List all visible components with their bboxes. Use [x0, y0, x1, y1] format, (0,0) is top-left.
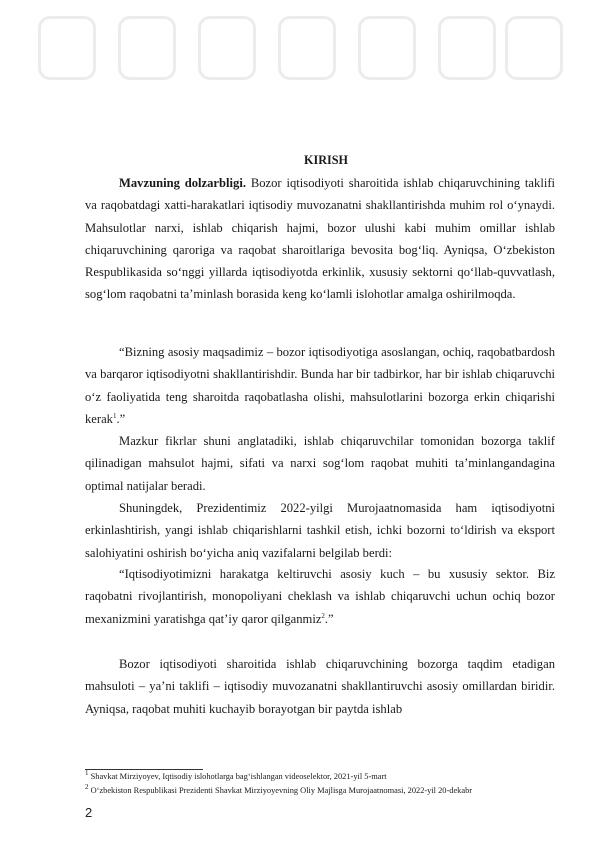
footnote-number: 2: [85, 783, 89, 792]
section-title: KIRISH: [303, 153, 349, 167]
quote-end: .”: [324, 611, 334, 626]
paragraph-text: Mazkur fikrlar shuni anglatadiki, ishlab chiqaruvchilar tomonidan bozorga taklif qilinadigan mahsulot hajmi, sifati va narxi sog‘lom raqobat muhiti ta’minlangandagina optimal natijalar beradi.: [85, 434, 555, 493]
footnote-1: [85, 769, 555, 781]
watermark-mark: [438, 16, 496, 80]
paragraph-3: [85, 430, 555, 497]
paragraph-text: “Bizning asosiy maqsadimiz – bozor iqtisodiyotiga asoslangan, ochiq, raqobatbardosh va barqaror iqtisodiyotni shakllantirishdir. Bunda har bir tadbirkor, har bir ishlab chiqaruvchi o‘z faoliyatida teng sharoitda raqobatlasha olishi, mahsulotlarini bozorga erkin chiqarishi kerak: [85, 345, 555, 426]
paragraph-6: [85, 653, 555, 720]
paragraph-text: Shuningdek, Prezidentimiz 2022-yilgi Murojaatnomasida ham iqtisodiyotni erkinlashtirish, yangi ishlab chiqarishlarni tashkil etish, ichki bozorni to‘ldirish va eksport salohiyatini oshirish bo‘yicha aniq vazifalarni belgilab berdi:: [85, 501, 555, 560]
quote-end: .”: [116, 411, 126, 426]
watermark-mark: [198, 16, 256, 80]
watermark-mark: [358, 16, 416, 80]
paragraph-lead: Mavzuning dolzarbligi.: [119, 176, 246, 190]
watermark-mark: [505, 16, 563, 80]
footnote-divider: [85, 769, 203, 770]
paragraph-quote-1: [85, 341, 555, 430]
footnote-ref: 2: [321, 611, 325, 620]
watermark-mark: [278, 16, 336, 80]
footnote-text: O‘zbekiston Respublikasi Prezidenti Shavkat Mirziyoyevning Oliy Majlisga Murojaatnomasi, 2022-yil 20-dekabr: [88, 786, 473, 795]
watermark: [0, 0, 595, 130]
footnote-text: Shavkat Mirziyoyev, Iqtisodiy islohotlarga bag‘ishlangan videoselektor, 2021-yil 5-mart: [88, 772, 387, 781]
paragraph-4: [85, 497, 555, 564]
footnote-ref: 1: [112, 411, 117, 420]
watermark-mark: [118, 16, 176, 80]
watermark-mark: [38, 16, 96, 80]
paragraph-text: Bozor iqtisodiyoti sharoitida ishlab chiqaruvchining bozorga taqdim etadigan mahsuloti – ya’ni taklifi – iqtisodiy muvozanatni shakllantiruvchi asosiy omillardan biridir. Ayniqsa, raqobat muhiti kuchayib borayotgan bir paytda ishlab: [85, 657, 555, 716]
paragraph-relevance: [85, 172, 555, 306]
footnote-number: 1: [85, 769, 89, 778]
footnote-2: [85, 783, 555, 795]
paragraph-text: “Iqtisodiyotimizni harakatga keltiruvchi asosiy kuch – bu xususiy sektor. Biz raqobatni rivojlantirish, monopoliyani cheklash va ishlab chiqaruvchi uchun ochiq bozor mexanizmini yaratishga qat’iy qaror qilganmiz: [85, 567, 555, 626]
page-number: 2: [85, 805, 93, 820]
paragraph-text: Bozor iqtisodiyoti sharoitida ishlab chiqaruvchining taklifi va raqobatdagi xatti-harakatlari iqtisodiy muvozanatni shakllantirishda muhim rol o‘ynaydi. Mahsulotlar narxi, ishlab chiqarish hajmi, bozor ulushi kabi muhim omillar ishlab chiqaruvchining qaroriga va raqobat sharoitlariga bevosita bog‘liq. Ayniqsa, O‘zbekiston Respublikasida so‘nggi yillarda iqtisodiyotda erkinlik, xususiy sektorni qo‘llab-quvvatlash, sog‘lom raqobatni ta’minlash borasida keng ko‘lamli islohotlar amalga oshirilmoqda.: [85, 176, 556, 302]
paragraph-quote-2: [85, 563, 555, 630]
